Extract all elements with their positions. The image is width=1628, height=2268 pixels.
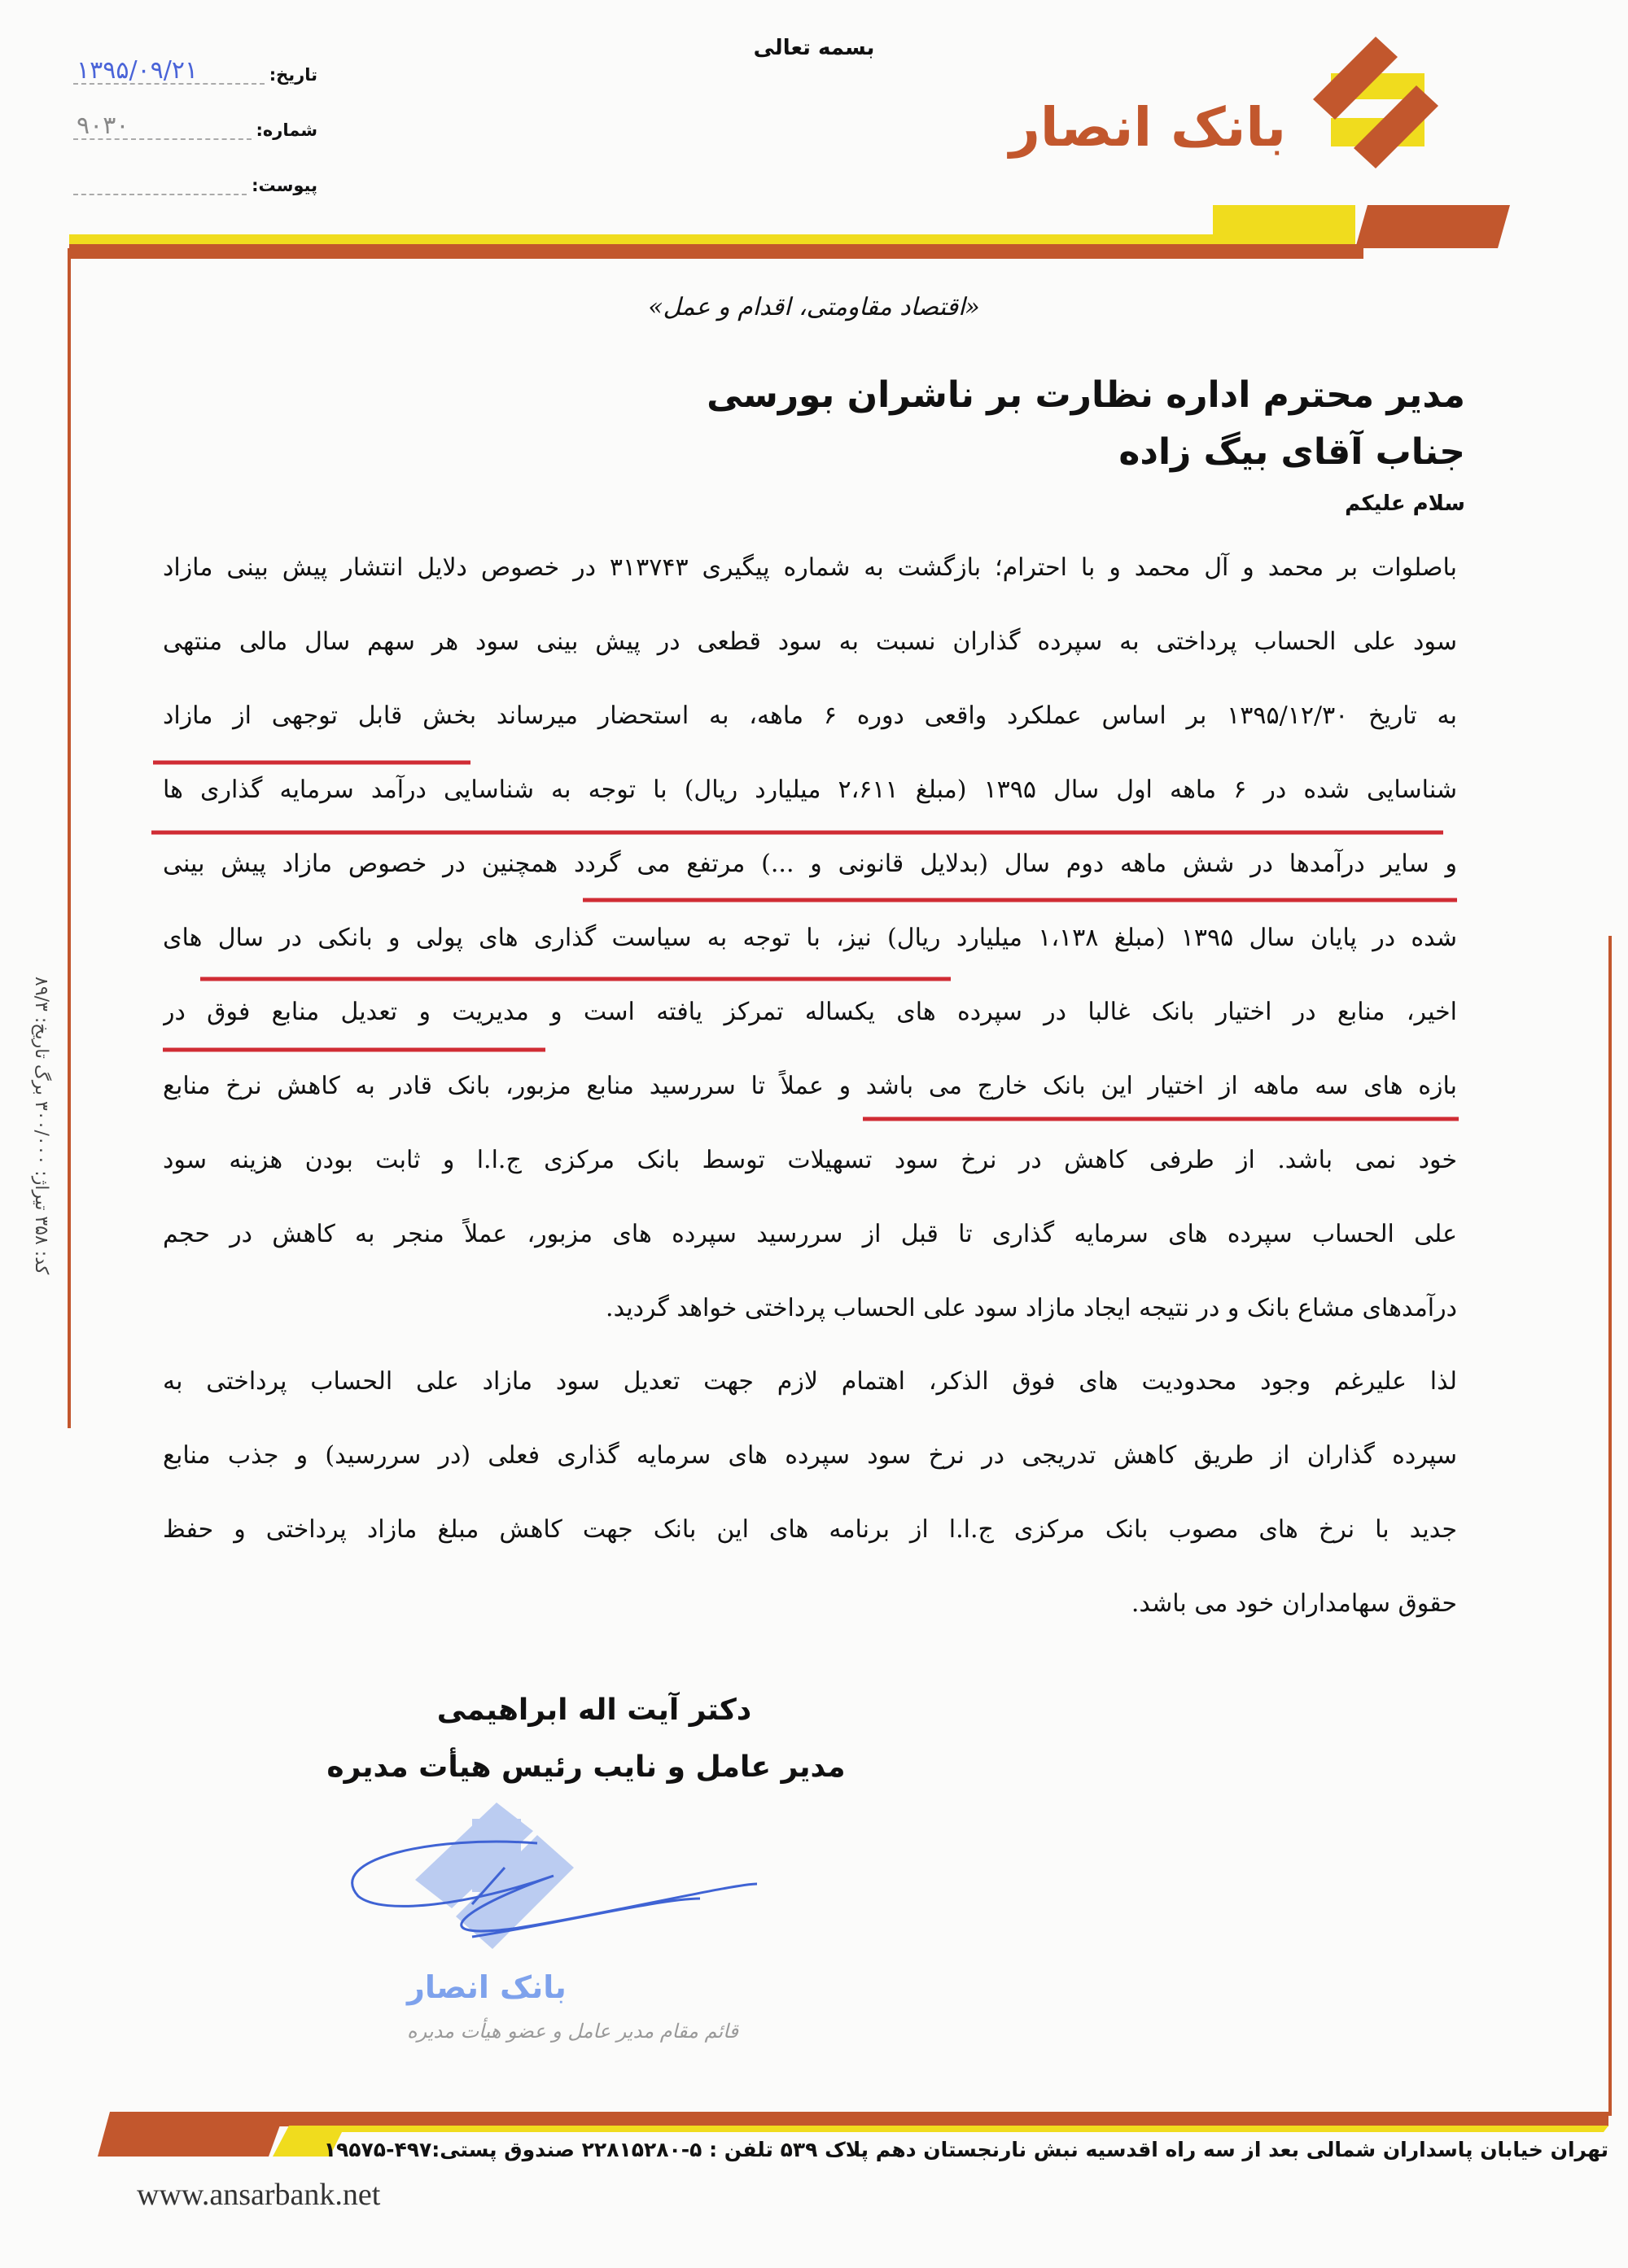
number-line [73,111,252,140]
number-field [73,111,317,140]
body-line: علی الحساب سپرده های سرمایه گذاری تا قبل از سررسید سپرده های مزبور، عملاً منجر به کاهش در حجم [163,1220,1457,1248]
attachment-label: پیوست: [252,176,317,195]
stamp-handwritten-note: قائم مقام مدیر عامل و عضو هیأت مدیره [407,2020,738,2043]
body-line: سپرده گذاران از طریق کاهش تدریجی در نرخ سود سپرده های سرمایه گذاری فعلی (در سررسید) و جذب منابع [163,1441,1457,1470]
body-line: جدید با نرخ های مصوب بانک مرکزی ج.ا.ا از برنامه های این بانک جهت کاهش مبلغ مازاد پرداختی و حفظ [163,1515,1457,1544]
number-value: ۹۰۳۰ [77,111,129,140]
band-yellow-strip [69,205,1355,244]
signatory-name: دکتر آیت اله ابراهیمی [436,1693,752,1727]
body-line: سود علی الحساب پرداختی به سپرده گذاران نسبت به سود قطعی در پیش بینی سود هر سهم سال مالی منتهی [163,627,1457,656]
stamp-text: بانک انصار [407,1969,567,2005]
bismillah-heading: بسمه تعالی [753,36,875,60]
body-line: درآمدهای مشاع بانک و در نتیجه ایجاد مازاد سود علی الحساب پرداختی خواهد گردید. [606,1294,1457,1322]
body-line: خود نمی باشد. از طرفی کاهش در نرخ سود تسهیلات توسط بانک مرکزی ج.ا.ا و ثابت بودن هزینه سود [163,1146,1457,1174]
bank-name-logo: بانک انصار [1009,96,1286,159]
body-paragraph-2 [163,1344,1457,1641]
greeting: سلام علیکم [1345,492,1465,516]
date-value: ۱۳۹۵/۰۹/۲۱ [77,56,199,85]
date-label: تاریخ: [269,65,317,85]
body-paragraph-1 [163,531,1457,1345]
recipient-name: جناب آقای بیگ زاده [1118,431,1465,473]
body-line: به تاریخ ۱۳۹۵/۱۲/۳۰ بر اساس عملکرد واقعی دوره ۶ ماهه، به استحضار میرساند بخش قابل توجهی از مازاد [163,701,1457,730]
body-line: لذا علیرغم وجود محدودیت های فوق الذکر، اهتمام لازم جهت تعدیل سود مازاد علی الحساب پرداختی به [163,1367,1457,1396]
signature-and-stamp [309,1803,879,1965]
band-brown-strip [69,244,1363,259]
number-label: شماره: [256,120,317,140]
footer-website-link[interactable]: www.ansarbank.net [137,2178,381,2212]
side-print-code [7,977,63,1302]
body-line: شده در پایان سال ۱۳۹۵ (مبلغ ۱،۱۳۸ میلیارد ریال) نیز، با توجه به سیاست گذاری های پولی و بانکی در سال های [163,924,1457,952]
attachment-line [73,169,247,195]
date-line [73,56,265,85]
body-line: حقوق سهامداران خود می باشد. [1131,1589,1457,1618]
body-line: اخیر، منابع در اختیار بانک غالبا در سپرده های یکساله تمرکز یافته است و مدیریت و تعدیل منابع فوق در [163,998,1457,1026]
footer-address: تهران خیابان پاسداران شمالی بعد از سه راه اقدسیه نبش نارنجستان دهم پلاک ۵۳۹ تلفن : ۵-۲۲۸۱۵۲۸۰ صندوق پستی:۴۹۷-۱۹۵۷۵ [323,2138,1608,2161]
date-field [73,56,317,85]
frame-right-line [1608,936,1612,2116]
band-brown-block [98,2112,285,2157]
body-line: و سایر درآمدها در شش ماهه دوم سال (بدلایل قانونی و ...) مرتفع می گردد همچنین در خصوص مازاد پیش بینی [163,850,1457,878]
body-line: شناسایی شده در ۶ ماهه اول سال ۱۳۹۵ (مبلغ ۲،۶۱۱ میلیارد ریال) با توجه به شناسایی درآمد سرمایه گذاری ها [163,776,1457,804]
recipient-office: مدیر محترم اداره نظارت بر ناشران بورسی [707,374,1465,416]
body-line: باصلوات بر محمد و آل محمد و با احترام؛ بازگشت به شماره پیگیری ۳۱۳۷۴۳ در خصوص دلایل انتشار پیش بینی مازاد [163,553,1457,582]
signatory-title: مدیر عامل و نایب رئیس هیأت مدیره [326,1750,846,1784]
attachment-field [73,169,317,195]
slogan: «اقتصاد مقاومتی، اقدام و عمل» [648,293,980,321]
bank-ansar-logo-icon [1306,33,1453,179]
body-line: بازه های سه ماهه از اختیار این بانک خارج می باشد و عملاً تا سررسید منابع مزبور، بانک قادر به کاهش نرخ منابع [163,1072,1457,1100]
side-print-code-text: کد: ۳۵۸ تیراژ: ۳۰۰/۰۰۰ برگ تاریخ: ۸۹/۳ [31,977,51,1275]
frame-left-line [68,248,71,1428]
band-brown-block [1355,205,1510,248]
band-yellow-block [1213,205,1355,236]
